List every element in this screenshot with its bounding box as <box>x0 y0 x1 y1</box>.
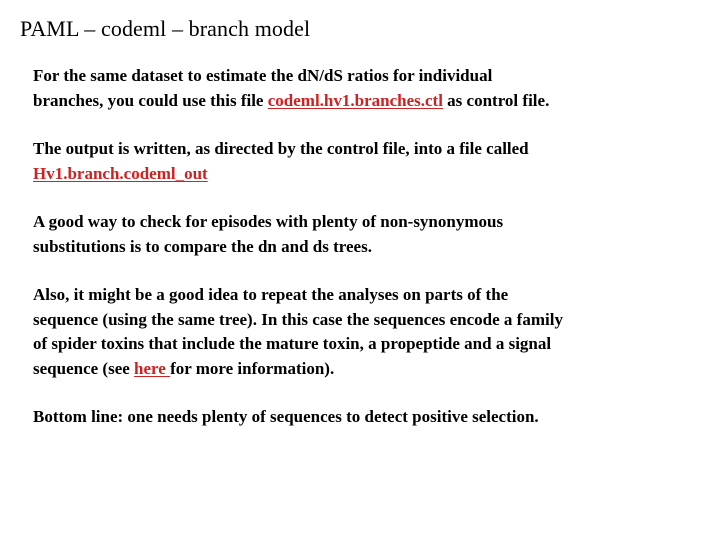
output-file-link[interactable]: Hv1.branch.codeml_out <box>33 163 208 183</box>
text-fragment: sequence (see <box>33 358 135 378</box>
paragraph-line: Bottom line: one needs plenty of sequences to detect positive selection. <box>33 407 539 426</box>
paragraph-line <box>33 162 703 187</box>
text-fragment: as control file. <box>442 90 550 110</box>
paragraph-bottom-line <box>33 405 703 430</box>
paragraph-line: Also, it might be a good idea to repeat the analyses on parts of the <box>33 285 509 304</box>
paragraph-line: A good way to check for episodes with plenty of non-synonymous <box>33 212 504 231</box>
text-fragment: branches, you could use this file <box>33 90 268 110</box>
paragraph-line: The output is written, as directed by the control file, into a file called <box>33 139 529 158</box>
more-info-link[interactable]: here <box>134 358 171 378</box>
slide-body <box>33 64 703 454</box>
paragraph-line <box>33 89 703 114</box>
paragraph-line: substitutions is to compare the dn and ds trees. <box>33 236 372 256</box>
paragraph-partial-analyses <box>33 283 703 381</box>
control-file-link[interactable]: codeml.hv1.branches.ctl <box>267 90 443 110</box>
paragraph-line: sequence (using the same tree). In this case the sequences encode a family <box>33 309 563 329</box>
paragraph-output-file <box>33 137 703 186</box>
paragraph-line: For the same dataset to estimate the dN/dS ratios for individual <box>33 66 493 85</box>
paragraph-dn-ds-trees <box>33 210 703 259</box>
paragraph-line <box>33 357 703 382</box>
paragraph-branch-ratios <box>33 64 703 113</box>
slide-title: PAML – codeml – branch model <box>20 16 311 41</box>
text-fragment: for more information). <box>170 358 335 378</box>
paragraph-line: of spider toxins that include the mature toxin, a propeptide and a signal <box>33 334 552 353</box>
